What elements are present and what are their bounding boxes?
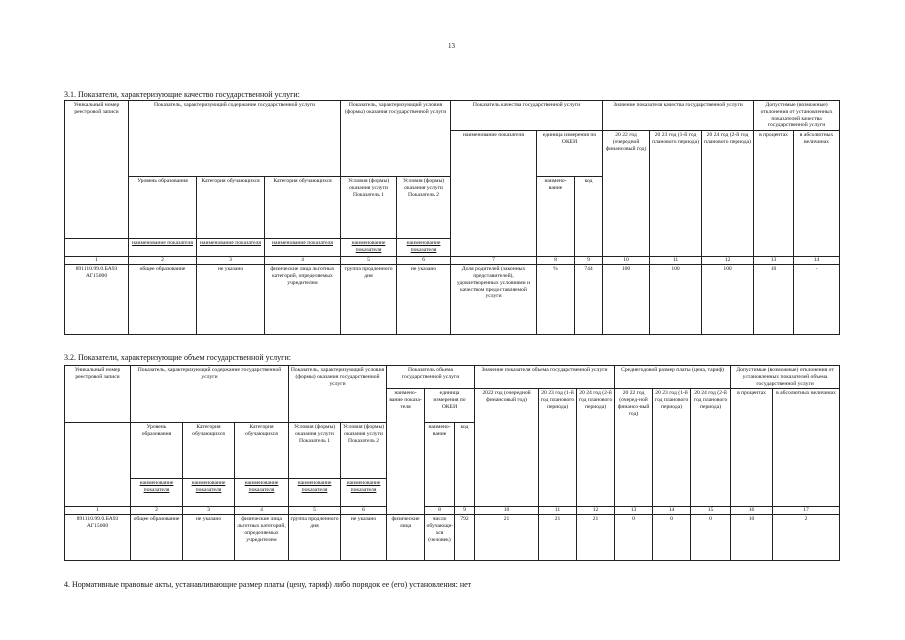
col-number: 10 — [475, 507, 539, 515]
col-number: 5 — [341, 257, 397, 265]
header-unique-number: Уникальный номер реестровой записи — [65, 366, 131, 423]
header-content: Показатель, характеризующий содержание государственной услуги — [131, 366, 289, 423]
cell-indicator: физические лица — [387, 515, 425, 561]
section-3-1-title: 3.1. Показатели, характеризующие качество государственной услуги: — [64, 90, 300, 99]
cell-value-2: 100 — [650, 265, 702, 335]
col-number: 4 — [265, 257, 341, 265]
col-number: 9 — [575, 257, 603, 265]
quality-indicators-table — [64, 100, 840, 335]
col-number: 1 — [65, 257, 129, 265]
cell-indicator: Доля родителей (законных представителей), удовлетворенных условиями и качеством предоставляемой услуги — [451, 265, 537, 335]
header-year-2: 20 23 год (1-й год планового периода) — [539, 389, 577, 507]
col-number: 4 — [235, 507, 289, 515]
col-number: 13 — [615, 507, 653, 515]
cell-category-1: не указано — [183, 515, 235, 561]
cell-fee-3: 0 — [691, 515, 731, 561]
col-name-label-2: наименование показателя — [129, 239, 197, 257]
cell-condition-1: группа продленного дня — [289, 515, 341, 561]
col-condition-2: Условия (формы) оказания услуги Показатель 2 — [341, 423, 387, 479]
cell-code: 891110.99.0.БА93 АГ15000 — [65, 515, 131, 561]
col-name-label-5: наименование показателя — [289, 479, 341, 507]
col-category-1: Категория обучающихся — [197, 177, 265, 239]
cell-fee-1: 0 — [615, 515, 653, 561]
cell-unit: число обучающи-хся (человек) — [425, 515, 455, 561]
cell-category-1: не указано — [197, 265, 265, 335]
cell-category-2: физические лица льготных категорий, определяемых учредителем — [235, 515, 289, 561]
header-value: Значение показателя объема государственной услуги — [475, 366, 615, 389]
col-level: Уровень образования — [131, 423, 183, 479]
col-unit-code: код — [455, 423, 475, 507]
col-condition-1: Условия (формы) оказания услуги Показатель 1 — [341, 177, 397, 239]
header-dev-absolute: в абсолютных величинах — [794, 131, 840, 257]
col-number: 12 — [702, 257, 754, 265]
col-number: 1 — [65, 507, 131, 515]
cell-condition-2: не указано — [397, 265, 451, 335]
col-name-label-2: наименование показателя — [131, 479, 183, 507]
header-year-2: 20 23 год (1-й год планового периода) — [650, 131, 702, 257]
col-category-2: Категория обучающихся — [265, 177, 341, 239]
header-deviation: Допустимые (возможные) отклонения от установленных показателей объема государственной услуги — [731, 366, 840, 389]
cell-value-1: 21 — [475, 515, 539, 561]
header-year-3: 20 24 год (2-й год планового периода) — [577, 389, 615, 507]
header-fee: Среднегодовой размер платы (цена, тариф) — [615, 366, 731, 389]
col-number: 8 — [425, 507, 455, 515]
cell-category-2: физические лица льготных категорий, определяемых учредителем — [265, 265, 341, 335]
col-condition-2: Условия (формы) оказания услуги Показатель 2 — [397, 177, 451, 239]
header-fee-year-2: 20 23 год (1-й год планового периода) — [653, 389, 691, 507]
volume-indicators-table — [64, 365, 840, 561]
header-fee-year-3: 20 24 год (2-й год планового периода) — [691, 389, 731, 507]
col-number: 15 — [691, 507, 731, 515]
header-unit: единица измерения по ОКЕИ — [425, 389, 475, 423]
header-dev-percent: в процентах — [754, 131, 794, 257]
table-row — [65, 515, 840, 561]
col-unit-name: наимено-вание — [537, 177, 575, 257]
cell-dev-absolute: - — [794, 265, 840, 335]
col-number: 11 — [650, 257, 702, 265]
cell-fee-2: 0 — [653, 515, 691, 561]
section-4-text: 4. Нормативные правовые акты, устанавливающие размер платы (цену, тариф) либо порядок ее (его) установления: нет — [64, 580, 472, 589]
col-condition-1: Условия (формы) оказания услуги Показатель 1 — [289, 423, 341, 479]
col-number: 3 — [183, 507, 235, 515]
header-dev-absolute: в абсолютных величинах — [773, 389, 840, 507]
cell-level: общее образование — [131, 515, 183, 561]
col-number: 13 — [754, 257, 794, 265]
header-quality: Показатель качества государственной услуги — [451, 101, 603, 131]
cell-dev-percent: 10 — [754, 265, 794, 335]
col-category-2: Категория обучающихся — [235, 423, 289, 479]
cell-dev-absolute: 2 — [773, 515, 840, 561]
header-content: Показатель, характеризующий содержание государственной услуги — [129, 101, 341, 177]
cell-okei: 792 — [455, 515, 475, 561]
cell-level: общее образование — [129, 265, 197, 335]
col-number: 14 — [653, 507, 691, 515]
col-number: 5 — [289, 507, 341, 515]
col-number: 11 — [539, 507, 577, 515]
col-name-label-4: наименование показателя — [235, 479, 289, 507]
header-year-3: 20 24 год (2-й год планового периода) — [702, 131, 754, 257]
cell-value-3: 21 — [577, 515, 615, 561]
header-fee-year-1: 20 22 год (очеред-ной финансо-вый год) — [615, 389, 653, 507]
cell-value-1: 100 — [603, 265, 650, 335]
col-number: 2 — [131, 507, 183, 515]
table-row — [65, 265, 840, 335]
cell-okei: 744 — [575, 265, 603, 335]
header-deviation: Допустимые (возможные) отклонения от установленных показателей качества государственной услуги — [754, 101, 840, 131]
col-number: 2 — [129, 257, 197, 265]
header-conditions: Показатель, характеризующий условия (формы) оказания государственной услуги — [341, 101, 451, 177]
col-number: 7 — [451, 257, 537, 265]
cell-value-3: 100 — [702, 265, 754, 335]
header-year-1: 2022 год (очередной финансовый год) — [475, 389, 539, 507]
col-name-label-6: наименование показателя — [341, 479, 387, 507]
col-name-label-6: наименование показателя — [397, 239, 451, 257]
header-year-1: 20 22 год (очередной финансовый год) — [603, 131, 650, 257]
col-name-label-5: наименование показателя — [341, 239, 397, 257]
header-indicator-name: наимено-вание показа-теля — [387, 389, 425, 515]
header-value: Значение показателя качества государственной услуги — [603, 101, 754, 131]
col-category-1: Категория обучающихся — [183, 423, 235, 479]
header-indicator-name: наименование показателя — [451, 131, 537, 257]
col-name-label-3: наименование показателя — [197, 239, 265, 257]
col-number: 10 — [603, 257, 650, 265]
header-conditions: Показатель, характеризующий условия (формы) оказания государственной услуги — [289, 366, 387, 423]
header-unit: единица измерения по ОКЕИ — [537, 131, 603, 177]
header-dev-percent: в процентах — [731, 389, 773, 507]
header-unique-number-cont — [65, 423, 131, 507]
page-number: 13 — [448, 42, 455, 50]
section-3-2-title: 3.2. Показатели, характеризующие объем государственной услуги: — [64, 353, 291, 362]
col-number: 9 — [455, 507, 475, 515]
col-number: 17 — [773, 507, 840, 515]
col-number: 16 — [731, 507, 773, 515]
col-number: 6 — [397, 257, 451, 265]
col-name-label-3: наименование показателя — [183, 479, 235, 507]
col-number: 12 — [577, 507, 615, 515]
cell-condition-2: не указано — [341, 515, 387, 561]
header-volume: Показатель объема государственной услуги — [387, 366, 475, 389]
col-level: Уровень образования — [129, 177, 197, 239]
cell-unit: % — [537, 265, 575, 335]
cell-value-2: 21 — [539, 515, 577, 561]
header-unique-number: Уникальный номер реестровой записи — [65, 101, 129, 239]
col-unit-name: наимено-вание — [425, 423, 455, 507]
col-number: 14 — [794, 257, 840, 265]
col-number: 6 — [341, 507, 387, 515]
col-number: 8 — [537, 257, 575, 265]
col-number: 3 — [197, 257, 265, 265]
cell-dev-percent: 10 — [731, 515, 773, 561]
col-name-label-4: наименование показателя — [265, 239, 341, 257]
cell-code: 891110.99.0.БА93 АГ15000 — [65, 265, 129, 335]
cell-condition-1: группа продленного дня — [341, 265, 397, 335]
col-unit-code: код — [575, 177, 603, 257]
